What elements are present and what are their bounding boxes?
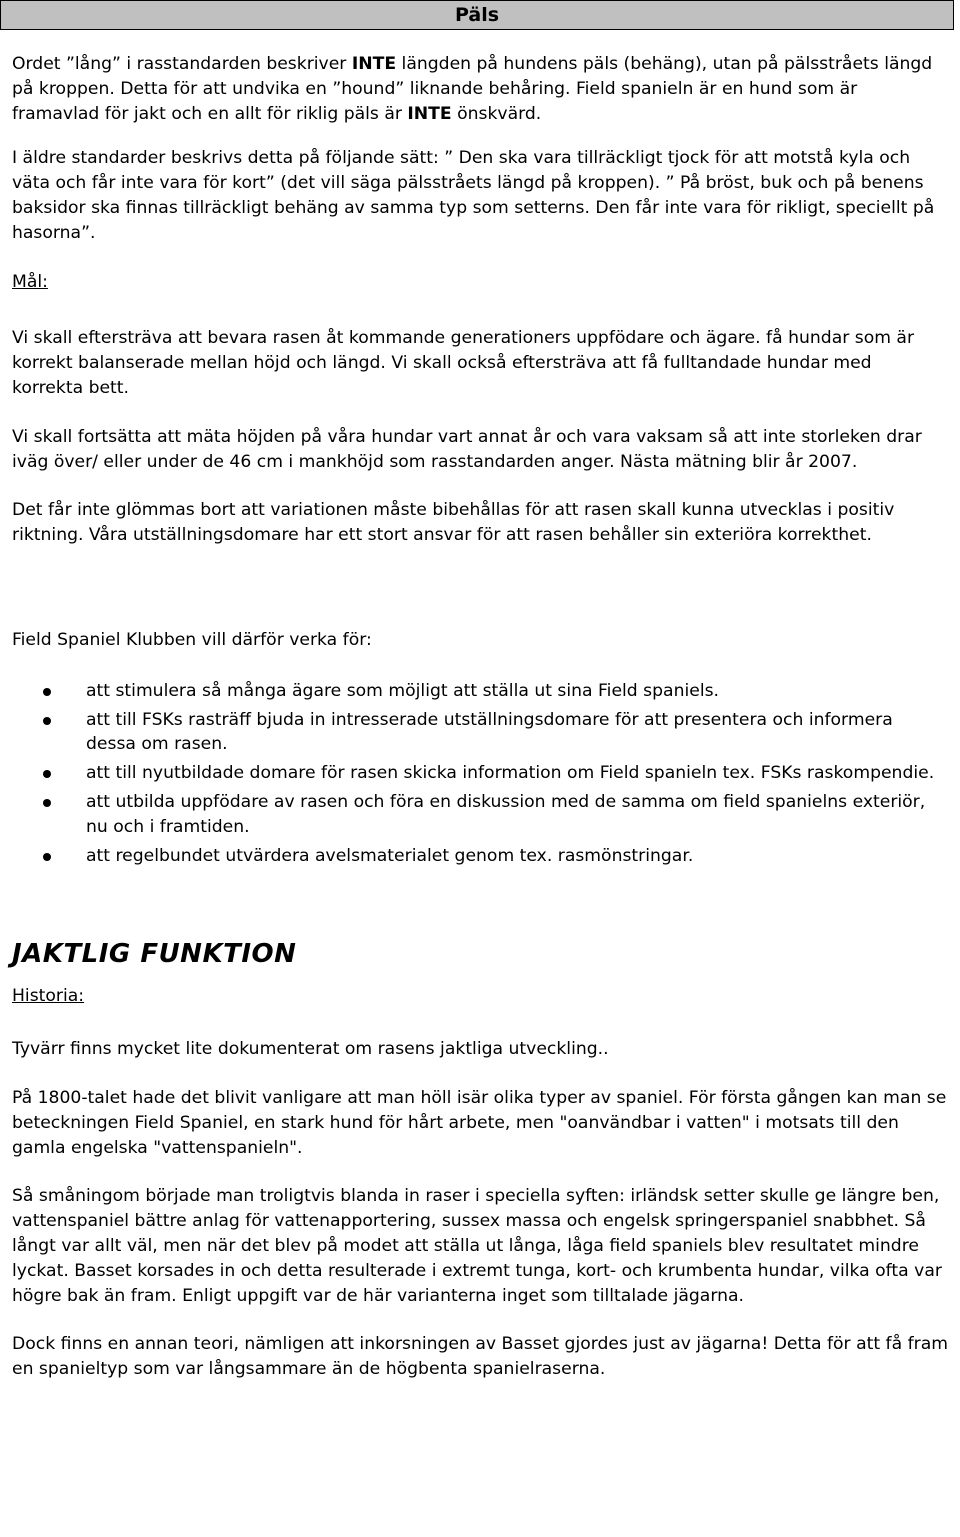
list-item (12, 761, 948, 786)
section-title: Päls (455, 4, 500, 26)
emphasis-inte: INTE (407, 103, 452, 124)
club-goals-list (12, 679, 948, 869)
goal-paragraph-1: Vi skall eftersträva att bevara rasen åt kommande generationers uppfödare och ägare. få hundar som är korrekt balanserade mellan höjd och längd. Vi skall också eftersträva att få fulltandade hundar med korrekta bett. (12, 328, 915, 398)
bullet-icon (43, 688, 51, 696)
list-item-text: att till nyutbildade domare för rasen skicka information om Field spanieln tex. FSKs raskompendie. (86, 763, 935, 784)
history-paragraph-3: Så småningom började man troligtvis blanda in raser i speciella syften: irländsk setter skulle ge längre ben, vattenspaniel bättre anlag för vattenapportering, sussex massa och engelsk springerspaniel snabbhet. Så långt var allt väl, men när det blev på modet att ställa ut långa, låga field spaniels blev resultatet mindre lyckat. Basset korsades in och detta resulterade i extremt tunga, kort- och krumbenta hundar, vilka ofta var högre bak än fram. Enligt uppgift var de här varianterna inget som tilltalade jägarna. (12, 1186, 942, 1306)
bullet-icon (43, 853, 51, 861)
history-paragraph-4: Dock finns en annan teori, nämligen att inkorsningen av Basset gjordes just av jägarna! Detta för att få fram en spanieltyp som var långsammare än de högbenta spanielraserna. (12, 1334, 948, 1380)
list-item (12, 844, 948, 869)
history-heading: Historia: (12, 986, 85, 1007)
history-paragraph-2: På 1800-talet hade det blivit vanligare att man höll isär olika typer av spaniel. För första gången kan man se beteckningen Field Spaniel, en stark hund för hårt arbete, men "oanvändbar i vatten" i motsats till den gamla engelska "vattenspanieln". (12, 1087, 947, 1158)
bullet-icon (43, 799, 51, 807)
document-content (12, 52, 948, 1382)
text-run: önskvärd. (451, 103, 542, 124)
history-paragraph-1: Tyvärr finns mycket lite dokumenterat om rasens jaktliga utveckling.. (12, 1039, 609, 1060)
goal-paragraph-2: Vi skall fortsätta att mäta höjden på våra hundar vart annat år och vara vaksam så att inte storleken drar iväg över/ eller under de 46 cm i mankhöjd som rasstandarden anger. Nästa mätning blir år 2007. (12, 426, 922, 472)
list-item (12, 708, 948, 758)
bullet-icon (43, 770, 51, 778)
text-run: Ordet ”lång” i rasstandarden beskriver (12, 54, 352, 74)
goal-paragraph-3: Det får inte glömmas bort att variationen måste bibehållas för att rasen skall kunna utvecklas i positiv riktning. Våra utställningsdomare har ett stort ansvar för att rasen behåller sin exteriöra korrekthet. (12, 500, 895, 546)
text-run: längden på hundens päls (behäng), utan på pälsstråets längd på kroppen. Detta för att undvika en ”hound” liknande behåring. Field spanieln är en hund som är framavlad för jakt och en allt för riklig päls är (12, 54, 933, 124)
emphasis-inte: INTE (351, 54, 397, 74)
list-item (12, 679, 948, 704)
hunting-heading: JAKTLIG FUNKTION (12, 939, 297, 970)
bullet-icon (43, 717, 51, 725)
coat-paragraph-1 (12, 52, 948, 126)
list-item-text: att utbilda uppfödare av rasen och föra en diskussion med de samma om field spanielns exteriör, nu och i framtiden. (86, 791, 926, 837)
list-item-text: att till FSKs rasträff bjuda in intresserade utställningsdomare för att presentera och informera dessa om rasen. (86, 709, 893, 755)
list-item-text: att stimulera så många ägare som möjligt att ställa ut sina Field spaniels. (86, 680, 720, 701)
section-header-bar (0, 0, 954, 30)
list-item-text: att regelbundet utvärdera avelsmaterialet genom tex. rasmönstringar. (86, 845, 694, 866)
goal-heading: Mål: (12, 271, 48, 292)
list-item (12, 790, 948, 840)
coat-paragraph-2: I äldre standarder beskrivs detta på följande sätt: ” Den ska vara tillräckligt tjock för att motstå kyla och väta och får inte vara för kort” (det vill säga pälsstråets längd på kroppen). ” På bröst, buk och på benens baksidor ska finnas tillräckligt behäng av samma typ som setterns. Den får inte vara för rikligt, speciellt på hasorna”. (12, 148, 935, 243)
club-intro: Field Spaniel Klubben vill därför verka för: (12, 629, 372, 650)
